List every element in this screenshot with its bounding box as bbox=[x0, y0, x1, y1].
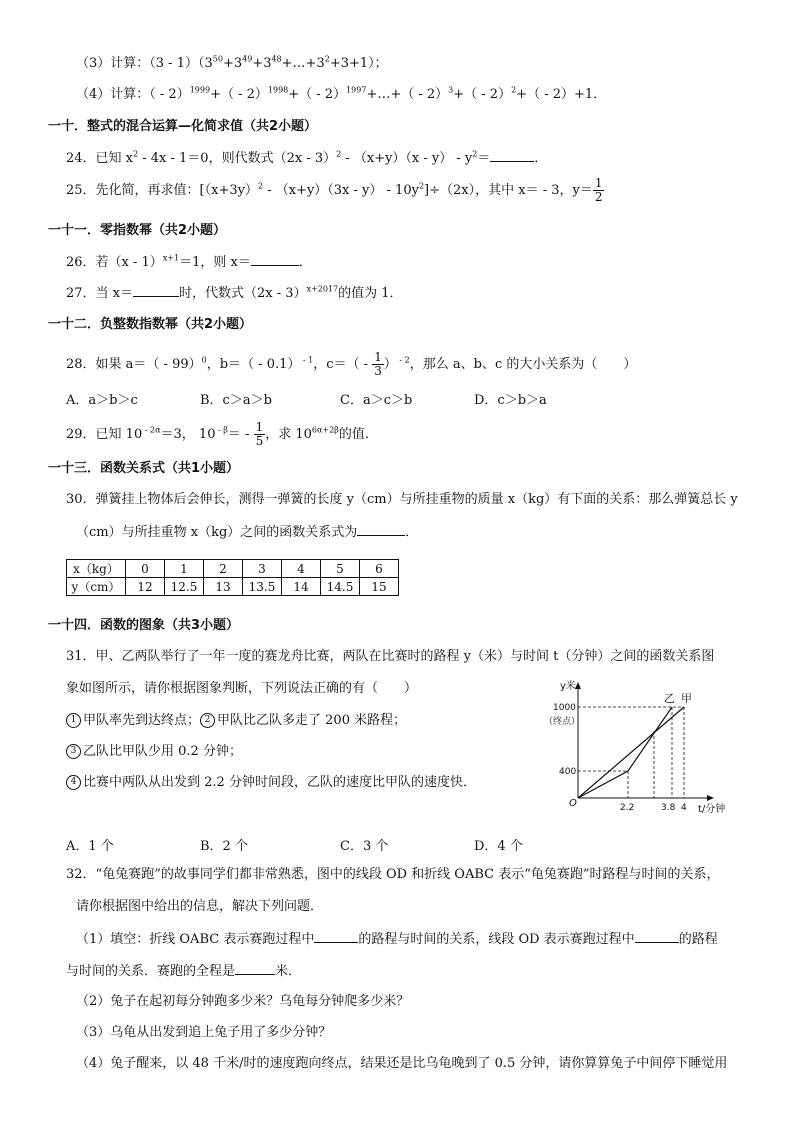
circled-number: 2 bbox=[200, 713, 215, 728]
q31-line1: 31．甲、乙两队举行了一年一度的赛龙舟比赛，两队在比赛时的路程 y（米）与时间 t（分钟）之间的函数关系图 bbox=[66, 649, 715, 664]
answer-blank[interactable] bbox=[251, 253, 299, 266]
circled-number: 4 bbox=[66, 775, 81, 790]
table-cell: x（kg） bbox=[67, 560, 126, 578]
q32-part1-cont: 与时间的关系．赛跑的全程是 米． bbox=[66, 964, 302, 979]
q32-part1: （1）填空：折线 OABC 表示赛跑过程中 的路程与时间的关系，线段 OD 表示赛跑过程中 的路程 bbox=[76, 932, 718, 947]
table-cell: 1 bbox=[165, 560, 204, 578]
q30-data-table bbox=[66, 559, 399, 596]
table-cell: 15 bbox=[360, 578, 399, 596]
section-14-heading: 一十四．函数的图象（共3小题） bbox=[48, 618, 240, 633]
answer-blank[interactable] bbox=[490, 149, 534, 162]
table-cell: y（cm） bbox=[67, 578, 126, 596]
answer-blank[interactable] bbox=[235, 962, 275, 975]
table-cell: 5 bbox=[321, 560, 360, 578]
section-12-heading: 一十二．负整数指数幂（共2小题） bbox=[48, 317, 253, 332]
q24: 24．已知 $x^2 - 4x - 1=0$，则代数式$(2x - 3)^2 - (x+y)(x - y) - y^2=$ ． bbox=[66, 149, 548, 166]
q30-line2: （cm）与所挂重物 x（kg）之间的函数关系式为 ． bbox=[76, 525, 419, 540]
q32-part3: （3）乌龟从出发到追上兔子用了多少分钟？ bbox=[76, 1025, 332, 1040]
q32-part4: （4）兔子醒来，以 48 千米/时的速度跑向终点，结果还是比乌龟晚到了 0.5 分钟，请你算算兔子中间停下睡觉用 bbox=[76, 1056, 728, 1071]
tick-1000: 1000 bbox=[553, 703, 576, 713]
q31-option-c[interactable]: C．3 个 bbox=[340, 839, 389, 854]
table-cell: 0 bbox=[126, 560, 165, 578]
circled-number: 3 bbox=[66, 744, 81, 759]
fraction: $\frac{1}{2}$ bbox=[594, 176, 603, 204]
table-cell: 13 bbox=[204, 578, 243, 596]
q28-option-b[interactable]: B．c＞a＞b bbox=[200, 393, 272, 408]
q28-option-c[interactable]: C．a＞c＞b bbox=[340, 393, 413, 408]
table-cell: 2 bbox=[204, 560, 243, 578]
fraction: $\frac{1}{3}$ bbox=[374, 350, 382, 378]
table-cell: 14 bbox=[282, 578, 321, 596]
q31-graph bbox=[540, 676, 750, 826]
table-cell: 14.5 bbox=[321, 578, 360, 596]
q31-statement-1: 1 甲队率先到达终点； 2 甲队比乙队多走了 200 米路程； bbox=[66, 712, 406, 730]
table-row bbox=[67, 560, 399, 578]
q28: 28．如果 a＝（ - 99）$^0$，b＝（ - 0.1） $^{- 1}$，c＝（ - $\frac{1}{3}$ ） $^{- 2}$，那么 a、b、c 的大小关系为（ ） bbox=[66, 350, 637, 378]
terminal-note: （终点） bbox=[544, 717, 581, 727]
series-jia-label: 甲 bbox=[681, 692, 692, 705]
answer-blank[interactable] bbox=[314, 930, 358, 943]
tick-400: 400 bbox=[559, 767, 577, 777]
q31-option-d[interactable]: D．4 个 bbox=[474, 839, 523, 854]
fraction: $\frac{1}{5}$ bbox=[255, 420, 264, 448]
table-cell: 4 bbox=[282, 560, 321, 578]
q29: 29．已知 10 $^{- 2\alpha}$＝3， 10 $^{- \beta}$＝ - $\frac{1}{5}$ ，求 $10^{6\alpha+2\beta}$的值． bbox=[66, 420, 378, 448]
table-cell: 12.5 bbox=[165, 578, 204, 596]
x-axis-arrow bbox=[707, 795, 714, 801]
tick-3-8: 3.8 bbox=[661, 803, 676, 813]
section-11-heading: 一十一．零指数幂（共2小题） bbox=[48, 223, 227, 238]
tick-2-2: 2.2 bbox=[620, 803, 635, 813]
q31-option-a[interactable]: A．1 个 bbox=[66, 839, 114, 854]
q30-line1: 30．弹簧挂上物体后会伸长，测得一弹簧的长度 y（cm）与所挂重物的质量 x（kg）有下面的关系：那么弹簧总长 y bbox=[66, 492, 738, 507]
q28-option-a[interactable]: A．a＞b＞c bbox=[66, 393, 138, 408]
series-yi-line bbox=[578, 707, 672, 798]
q31-line2: 象如图所示，请你根据图象判断，下列说法正确的有（ ） bbox=[66, 681, 418, 696]
series-jia-line bbox=[578, 707, 684, 798]
q31-statement-3: 3 乙队比甲队少用 0.2 分钟； bbox=[66, 743, 242, 761]
q23-part4: （4）计算：（ - 2）$^{1999}$+（ - 2）$^{1998}$+（ - 2）$^{1997}$+…+（ - 2）$^3$+（ - 2）$^2$+（ - 2）+1． bbox=[76, 85, 607, 102]
q32-part2: （2）兔子在起初每分钟跑多少米？乌龟每分钟爬多少米？ bbox=[76, 994, 410, 1009]
table-row bbox=[67, 578, 399, 596]
circled-number: 1 bbox=[66, 713, 81, 728]
q25: 25．先化简，再求值：$[(x+3y)^2 - (x+y)(3x - y) - 10y^2]\div(2x)$，其中 x＝ - 3，y＝ $\frac{1}{2}$ bbox=[66, 176, 603, 204]
q31-statement-4: 4 比赛中两队从出发到 2.2 分钟时间段，乙队的速度比甲队的速度快． bbox=[66, 774, 476, 792]
q23-part3: （3）计算：$(3 - 1)(3^{50}+3^{49}+3^{48}+\dots+3^2+3+1)$； bbox=[76, 54, 388, 71]
table-cell: 13.5 bbox=[243, 578, 282, 596]
series-yi-label: 乙 bbox=[664, 692, 675, 705]
q32-line1: 32．“龟兔赛跑”的故事同学们都非常熟悉，图中的线段 OD 和折线 OABC 表示“龟兔赛跑”时路程与时间的关系， bbox=[66, 867, 720, 882]
x-axis-label: t/分钟 bbox=[698, 804, 726, 815]
table-cell: 12 bbox=[126, 578, 165, 596]
table-cell: 3 bbox=[243, 560, 282, 578]
origin-label: O bbox=[569, 798, 577, 809]
y-axis-label: y米 bbox=[560, 681, 576, 692]
answer-blank[interactable] bbox=[133, 284, 179, 297]
q31-option-b[interactable]: B．2 个 bbox=[200, 839, 248, 854]
q26: 26．若（x - 1）$^{x+1}$＝1，则 x＝ ． bbox=[66, 253, 312, 270]
q32-line2: 请你根据图中给出的信息，解决下列问题． bbox=[76, 899, 324, 914]
tick-4: 4 bbox=[681, 803, 687, 813]
q28-option-d[interactable]: D．c＞b＞a bbox=[474, 393, 547, 408]
answer-blank[interactable] bbox=[357, 523, 405, 536]
table-cell: 6 bbox=[360, 560, 399, 578]
section-13-heading: 一十三．函数关系式（共1小题） bbox=[48, 461, 240, 476]
q27: 27．当 x＝ 时，代数式（2x - 3）$^{x+2017}$的值为 1． bbox=[66, 284, 403, 301]
section-10-heading: 一十．整式的混合运算—化简求值（共2小题） bbox=[48, 119, 318, 134]
answer-blank[interactable] bbox=[635, 930, 679, 943]
